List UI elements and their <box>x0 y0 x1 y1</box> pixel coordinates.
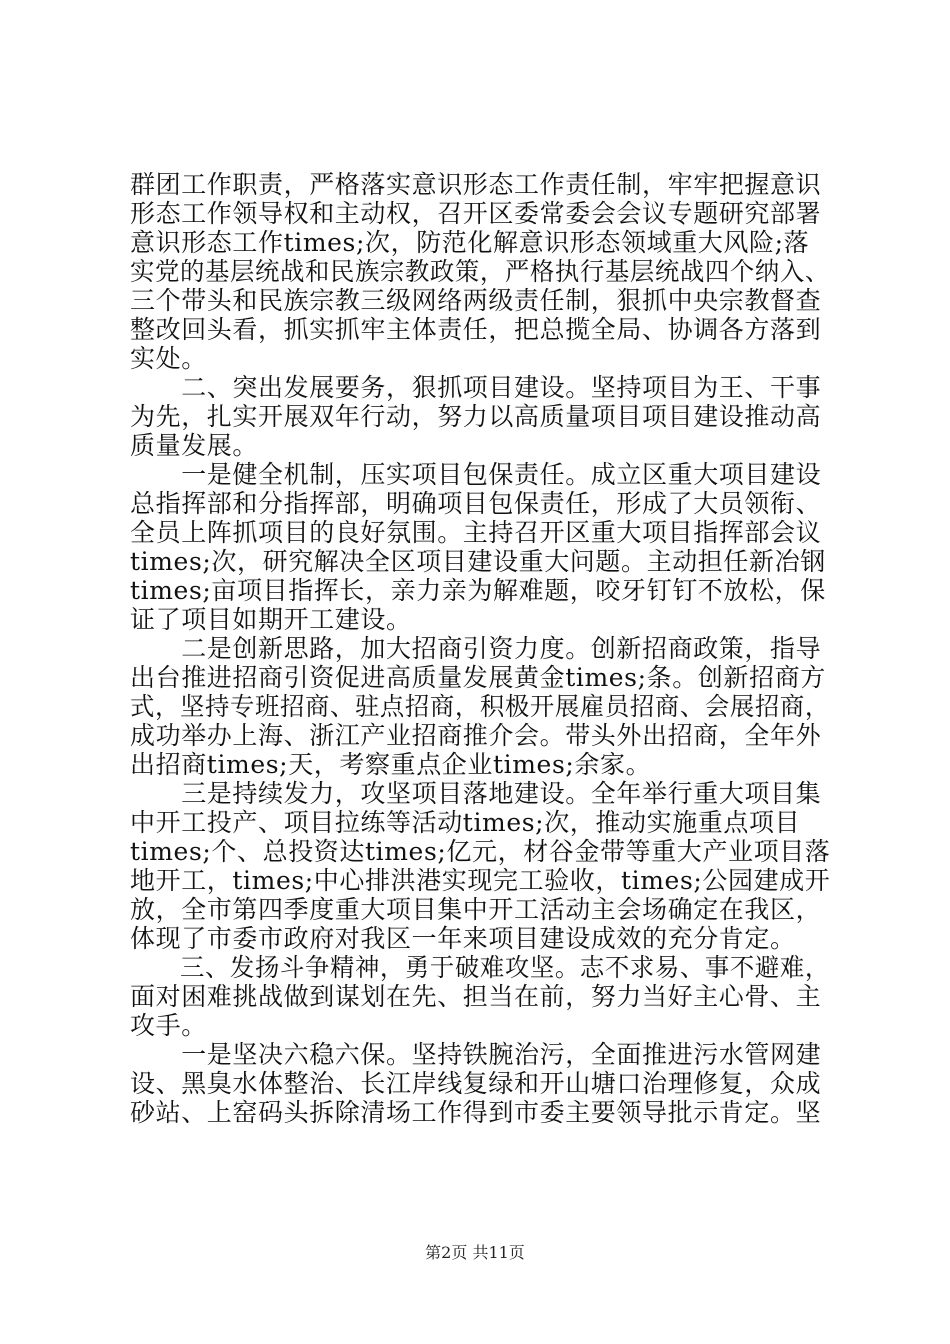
text-line: times;亩项目指挥长，亲力亲为解难题，咬牙钉钉不放松，保 <box>130 576 826 605</box>
text-line: 总指挥部和分指挥部，明确项目包保责任，形成了大员领衔、 <box>130 489 822 518</box>
text-line: 设、黑臭水体整治、长江岸线复绿和开山塘口治理修复，众成 <box>130 1069 822 1098</box>
text-line: 实党的基层统战和民族宗教政策，严格执行基层统战四个纳入、 <box>130 257 830 286</box>
text-line: 攻手。 <box>130 1011 207 1040</box>
text-line: 中开工投产、项目拉练等活动times;次，推动实施重点项目 <box>130 808 801 837</box>
text-line: 为先，扎实开展双年行动，努力以高质量项目项目建设推动高 <box>130 402 822 431</box>
text-line: 式，坚持专班招商、驻点招商，积极开展雇员招商、会展招商， <box>130 692 830 721</box>
text-line: 一是健全机制，压实项目包保责任。成立区重大项目建设 <box>130 460 822 489</box>
text-line: 出台推进招商引资促进高质量发展黄金times;条。创新招商方 <box>130 663 826 692</box>
text-line: 三个带头和民族宗教三级网络两级责任制，狠抓中央宗教督查 <box>130 286 822 315</box>
text-line: 二、突出发展要务，狠抓项目建设。坚持项目为王、干事 <box>130 373 822 402</box>
text-line: 实处。 <box>130 344 207 373</box>
text-line: 地开工，times;中心排洪港实现完工验收，times;公园建成开 <box>130 866 831 895</box>
text-line: times;次，研究解决全区项目建设重大问题。主动担任新冶钢 <box>130 547 826 576</box>
text-line: 面对困难挑战做到谋划在先、担当在前，努力当好主心骨、主 <box>130 982 822 1011</box>
text-line: 质量发展。 <box>130 431 259 460</box>
text-line: 形态工作领导权和主动权，召开区委常委会会议专题研究部署 <box>130 199 822 228</box>
text-line: 体现了市委市政府对我区一年来项目建设成效的充分肯定。 <box>130 924 796 953</box>
text-line: 全员上阵抓项目的良好氛围。主持召开区重大项目指挥部会议 <box>130 518 822 547</box>
text-line: 意识形态工作times;次，防范化解意识形态领域重大风险;落 <box>130 228 810 257</box>
page-number-footer: 第2页 共11页 <box>425 1243 525 1262</box>
text-line: 出招商times;天，考察重点企业times;余家。 <box>130 750 652 779</box>
text-line: 一是坚决六稳六保。坚持铁腕治污，全面推进污水管网建 <box>130 1040 822 1069</box>
text-line: 群团工作职责，严格落实意识形态工作责任制，牢牢把握意识 <box>130 170 822 199</box>
text-line: 成功举办上海、浙江产业招商推介会。带头外出招商，全年外 <box>130 721 822 750</box>
text-line: 二是创新思路，加大招商引资力度。创新招商政策，指导 <box>130 634 822 663</box>
text-line: 三、发扬斗争精神，勇于破难攻坚。志不求易、事不避难， <box>130 953 830 982</box>
text-line: 砂站、上窑码头拆除清场工作得到市委主要领导批示肯定。坚 <box>130 1098 822 1127</box>
text-line: times;个、总投资达times;亿元，材谷金带等重大产业项目落 <box>130 837 831 866</box>
document-body <box>130 170 830 1127</box>
text-line: 整改回头看，抓实抓牢主体责任，把总揽全局、协调各方落到 <box>130 315 822 344</box>
text-line: 放，全市第四季度重大项目集中开工活动主会场确定在我区， <box>130 895 822 924</box>
text-line: 三是持续发力，攻坚项目落地建设。全年举行重大项目集 <box>130 779 822 808</box>
text-line: 证了项目如期开工建设。 <box>130 605 412 634</box>
